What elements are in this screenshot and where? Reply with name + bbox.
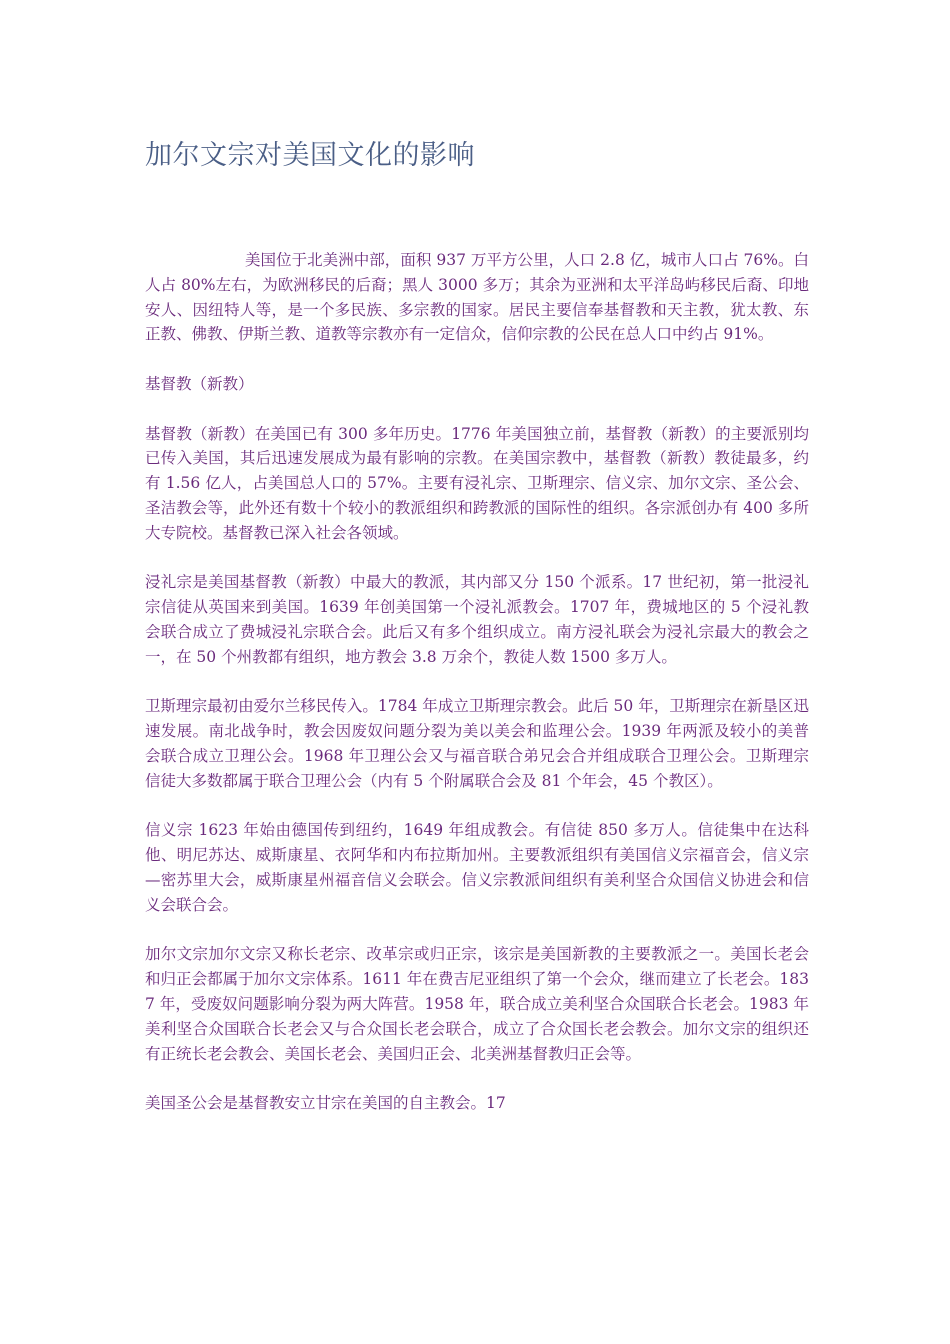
paragraph-methodist: 卫斯理宗最初由爱尔兰移民传入。1784 年成立卫斯理宗教会。此后 50 年，卫斯理宗在新垦区迅速发展。南北战争时，教会因废奴问题分裂为美以美会和监理公会。1939 年两派及较小的美普会联合成立卫理公会。1968 年卫理公会又与福音联合弟兄会合并组成联合卫理公会。卫斯理宗信徒大多数都属于联合卫理公会（内有 5 个附属联合会及 81 个年会，45 个教区）。: [145, 697, 809, 790]
paragraph-intro: 美国位于北美洲中部，面积 937 万平方公里，人口 2.8 亿，城市人口占 76%。白人占 80%左右，为欧洲移民的后裔；黑人 3000 多万；其余为亚洲和太平洋岛屿移民后裔、印地安人、因纽特人等，是一个多民族、多宗教的国家。居民主要信奉基督教和天主教，犹太教、东正教、佛教、伊斯兰教、道教等宗教亦有一定信众，信仰宗教的公民在总人口中约占 91%。: [145, 251, 809, 344]
document-body: [145, 248, 809, 1141]
paragraph-lutheran: 信义宗 1623 年始由德国传到纽约，1649 年组成教会。有信徒 850 多万人。信徒集中在达科他、明尼苏达、威斯康星、衣阿华和内布拉斯加州。主要教派组织有美国信义宗福音会，信义宗—密苏里大会，威斯康星州福音信义会联会。信义宗教派间组织有美利坚合众国信义协进会和信义会联合会。: [145, 821, 809, 914]
paragraph-baptist: 浸礼宗是美国基督教（新教）中最大的教派，其内部又分 150 个派系。17 世纪初，第一批浸礼宗信徒从英国来到美国。1639 年创美国第一个浸礼派教会。1707 年，费城地区的 5 个浸礼教会联合成立了费城浸礼宗联合会。此后又有多个组织成立。南方浸礼联会为浸礼宗最大的教会之一，在 50 个州教都有组织，地方教会 3.8 万余个，教徒人数 1500 多万人。: [145, 573, 809, 666]
section-heading-protestant: 基督教（新教）: [145, 374, 254, 393]
paragraph-episcopal: 美国圣公会是基督教安立甘宗在美国的自主教会。17: [145, 1094, 506, 1113]
document-title: 加尔文宗对美国文化的影响: [145, 140, 475, 171]
paragraph-calvinist: 加尔文宗加尔文宗又称长老宗、改革宗或归正宗，该宗是美国新教的主要教派之一。美国长老会和归正会都属于加尔文宗体系。1611 年在费吉尼亚组织了第一个会众，继而建立了长老会。1837 年，受废奴问题影响分裂为两大阵营。1958 年，联合成立美利坚合众国联合长老会。1983 年美利坚合众国联合长老会又与合众国长老会联合，成立了合众国长老会教会。加尔文宗的组织还有正统长老会教会、美国长老会、美国归正会、北美洲基督教归正会等。: [145, 945, 809, 1063]
paragraph-protestant: 基督教（新教）在美国已有 300 多年历史。1776 年美国独立前，基督教（新教）的主要派别均已传入美国，其后迅速发展成为最有影响的宗教。在美国宗教中，基督教（新教）教徒最多，约有 1.56 亿人，占美国总人口的 57%。主要有浸礼宗、卫斯理宗、信义宗、加尔文宗、圣公会、圣洁教会等，此外还有数十个较小的教派组织和跨教派的国际性的组织。各宗派创办有 400 多所大专院校。基督教已深入社会各领域。: [145, 424, 809, 542]
